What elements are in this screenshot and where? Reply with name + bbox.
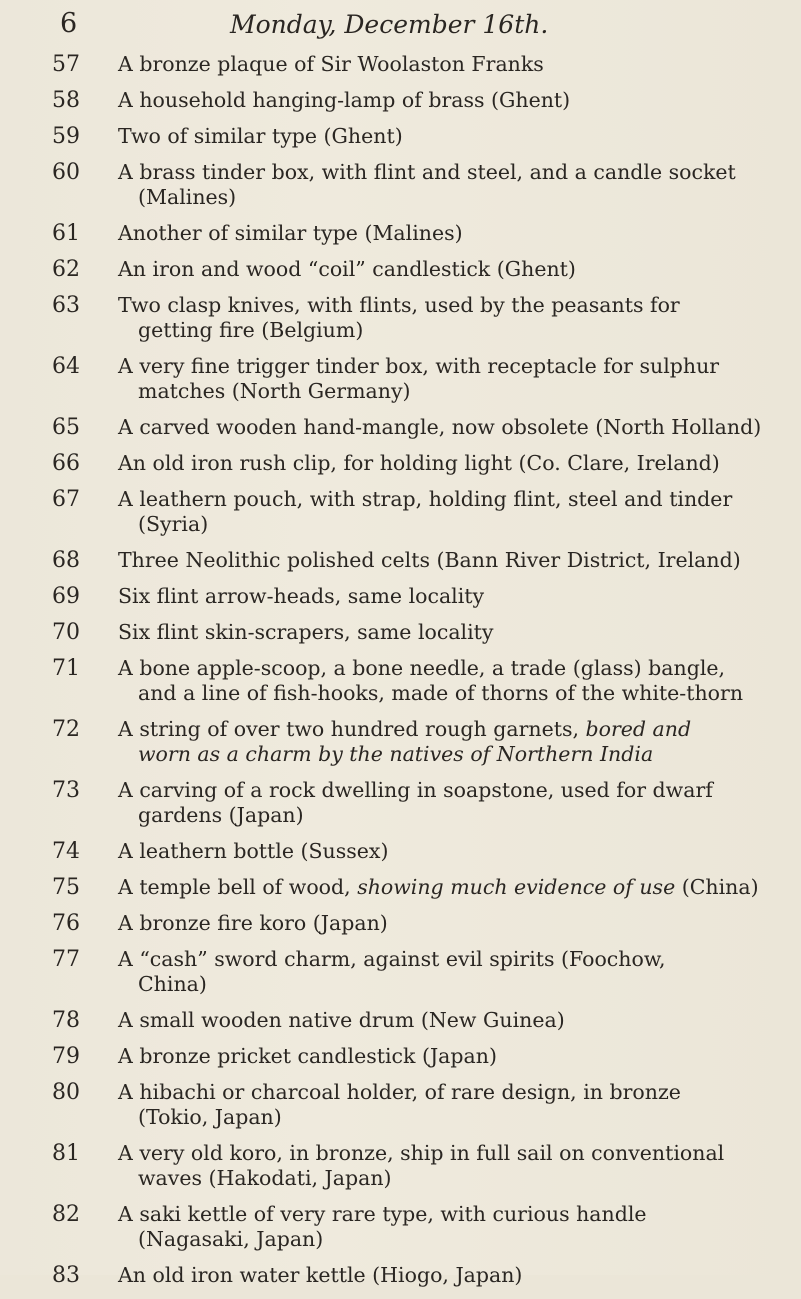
lot-number: 76 bbox=[52, 911, 80, 936]
lot-description-line: (Tokio, Japan) bbox=[138, 1105, 282, 1129]
lot-description bbox=[118, 1044, 708, 1069]
lot-description-line: A temple bell of wood, showing much evidence of use (China) bbox=[118, 875, 759, 899]
lot-description bbox=[118, 221, 708, 246]
lot-description-line: A household hanging-lamp of brass (Ghent) bbox=[118, 88, 571, 112]
lot-description bbox=[118, 1202, 708, 1252]
lot-item bbox=[0, 1044, 801, 1069]
lot-number: 77 bbox=[52, 947, 80, 972]
lot-item bbox=[0, 221, 801, 246]
lot-item bbox=[0, 656, 801, 706]
lot-number: 82 bbox=[52, 1202, 80, 1227]
lot-item bbox=[0, 1202, 801, 1252]
lot-number: 60 bbox=[52, 160, 80, 185]
lot-description-line: A hibachi or charcoal holder, of rare design, in bronze bbox=[118, 1080, 681, 1104]
lot-description bbox=[118, 620, 708, 645]
lot-description-line: Two of similar type (Ghent) bbox=[118, 124, 403, 148]
lot-description-line: Another of similar type (Malines) bbox=[118, 221, 463, 245]
lot-description bbox=[118, 548, 741, 573]
lot-description bbox=[118, 584, 708, 609]
lot-description-line: A bronze pricket candlestick (Japan) bbox=[118, 1044, 497, 1068]
lot-description bbox=[118, 415, 762, 440]
lot-item bbox=[0, 947, 801, 997]
lot-description-line: matches (North Germany) bbox=[138, 379, 411, 403]
lot-description-line: and a line of fish-hooks, made of thorns of the white-thorn bbox=[138, 681, 744, 705]
lot-description-line: An iron and wood “coil” candlestick (Ghent) bbox=[118, 257, 576, 281]
lot-item bbox=[0, 415, 801, 440]
lot-description-line: An old iron water kettle (Hiogo, Japan) bbox=[118, 1263, 523, 1287]
lot-description-line: A very fine trigger tinder box, with receptacle for sulphur bbox=[118, 354, 720, 378]
lot-description-line: (Malines) bbox=[138, 185, 237, 209]
lot-description bbox=[118, 257, 708, 282]
lot-number: 81 bbox=[52, 1141, 80, 1166]
lot-item bbox=[0, 875, 801, 900]
lot-number: 61 bbox=[52, 221, 80, 246]
lot-number: 62 bbox=[52, 257, 80, 282]
lot-number: 58 bbox=[52, 88, 80, 113]
lot-item bbox=[0, 1141, 801, 1191]
lot-description-line: A bone apple-scoop, a bone needle, a trade (glass) bangle, bbox=[118, 656, 726, 680]
lot-item bbox=[0, 1080, 801, 1130]
lot-description bbox=[118, 1263, 708, 1288]
lot-number: 80 bbox=[52, 1080, 80, 1105]
lot-item bbox=[0, 839, 801, 864]
lot-item bbox=[0, 124, 801, 149]
lot-description-line: getting fire (Belgium) bbox=[138, 318, 364, 342]
lot-description-line: A carving of a rock dwelling in soapstone, used for dwarf bbox=[118, 778, 713, 802]
lot-item bbox=[0, 52, 801, 77]
lot-item bbox=[0, 620, 801, 645]
lot-number: 78 bbox=[52, 1008, 80, 1033]
lot-number: 73 bbox=[52, 778, 80, 803]
lot-item bbox=[0, 584, 801, 609]
lot-number: 66 bbox=[52, 451, 80, 476]
lot-description bbox=[118, 778, 713, 828]
lot-description bbox=[118, 354, 720, 404]
lot-description-line: A brass tinder box, with flint and steel, and a candle socket bbox=[118, 160, 736, 184]
lot-description-line: (Syria) bbox=[138, 512, 209, 536]
lot-number: 67 bbox=[52, 487, 80, 512]
lot-description bbox=[118, 947, 708, 997]
lot-description-line: A small wooden native drum (New Guinea) bbox=[118, 1008, 565, 1032]
lot-description-line: Three Neolithic polished celts (Bann River District, Ireland) bbox=[118, 548, 741, 572]
lot-description-line: gardens (Japan) bbox=[138, 803, 304, 827]
lot-description-line: A saki kettle of very rare type, with curious handle bbox=[118, 1202, 647, 1226]
lot-description bbox=[118, 124, 708, 149]
lot-description bbox=[118, 1008, 708, 1033]
lot-description bbox=[118, 1141, 725, 1191]
lot-number: 63 bbox=[52, 293, 80, 318]
lot-description bbox=[118, 1080, 708, 1130]
lot-number: 75 bbox=[52, 875, 80, 900]
lot-description-line: A bronze fire koro (Japan) bbox=[118, 911, 388, 935]
lot-description bbox=[118, 487, 733, 537]
page-number: 6 bbox=[60, 8, 78, 39]
lot-item bbox=[0, 160, 801, 210]
lot-description-line: worn as a charm by the natives of Northern India bbox=[138, 742, 654, 766]
lot-description bbox=[118, 88, 708, 113]
lot-description-line: A string of over two hundred rough garnets, bored and bbox=[118, 717, 692, 741]
lot-item bbox=[0, 548, 801, 573]
lot-number: 69 bbox=[52, 584, 80, 609]
lot-number: 70 bbox=[52, 620, 80, 645]
lot-description-line: A leathern bottle (Sussex) bbox=[118, 839, 389, 863]
lot-description-line: An old iron rush clip, for holding light (Co. Clare, Ireland) bbox=[118, 451, 720, 475]
lot-description-line: A bronze plaque of Sir Woolaston Franks bbox=[118, 52, 544, 76]
lot-description-line: (Nagasaki, Japan) bbox=[138, 1227, 324, 1251]
lot-number: 59 bbox=[52, 124, 80, 149]
lot-item bbox=[0, 1008, 801, 1033]
lot-description-line: A “cash” sword charm, against evil spirits (Foochow, bbox=[118, 947, 666, 971]
lot-description bbox=[118, 875, 759, 900]
lot-item bbox=[0, 354, 801, 404]
lot-description bbox=[118, 160, 736, 210]
lot-number: 65 bbox=[52, 415, 80, 440]
lot-description bbox=[118, 293, 708, 343]
lot-description bbox=[118, 656, 744, 706]
lot-list bbox=[0, 52, 801, 1299]
lot-description bbox=[118, 52, 708, 77]
lot-number: 57 bbox=[52, 52, 80, 77]
lot-description-line: A carved wooden hand-mangle, now obsolete (North Holland) bbox=[118, 415, 762, 439]
lot-description bbox=[118, 911, 708, 936]
page-header: Monday, December 16th. bbox=[230, 10, 549, 39]
lot-description-line: Six flint skin-scrapers, same locality bbox=[118, 620, 494, 644]
lot-item bbox=[0, 778, 801, 828]
lot-number: 72 bbox=[52, 717, 80, 742]
lot-description bbox=[118, 451, 720, 476]
lot-number: 71 bbox=[52, 656, 80, 681]
lot-number: 83 bbox=[52, 1263, 80, 1288]
lot-item bbox=[0, 257, 801, 282]
lot-item bbox=[0, 717, 801, 767]
lot-number: 74 bbox=[52, 839, 80, 864]
lot-description-line: A very old koro, in bronze, ship in full sail on conventional bbox=[118, 1141, 725, 1165]
lot-number: 79 bbox=[52, 1044, 80, 1069]
lot-description bbox=[118, 839, 708, 864]
lot-description bbox=[118, 717, 708, 767]
lot-number: 68 bbox=[52, 548, 80, 573]
lot-item bbox=[0, 88, 801, 113]
lot-description-line: waves (Hakodati, Japan) bbox=[138, 1166, 392, 1190]
lot-description-line: Two clasp knives, with flints, used by the peasants for bbox=[118, 293, 680, 317]
lot-description-line: A leathern pouch, with strap, holding flint, steel and tinder bbox=[118, 487, 733, 511]
lot-item bbox=[0, 451, 801, 476]
lot-item bbox=[0, 293, 801, 343]
lot-item bbox=[0, 487, 801, 537]
lot-description-line: Six flint arrow-heads, same locality bbox=[118, 584, 485, 608]
lot-item bbox=[0, 911, 801, 936]
lot-item bbox=[0, 1263, 801, 1288]
lot-number: 64 bbox=[52, 354, 80, 379]
lot-description-line: China) bbox=[138, 972, 207, 996]
